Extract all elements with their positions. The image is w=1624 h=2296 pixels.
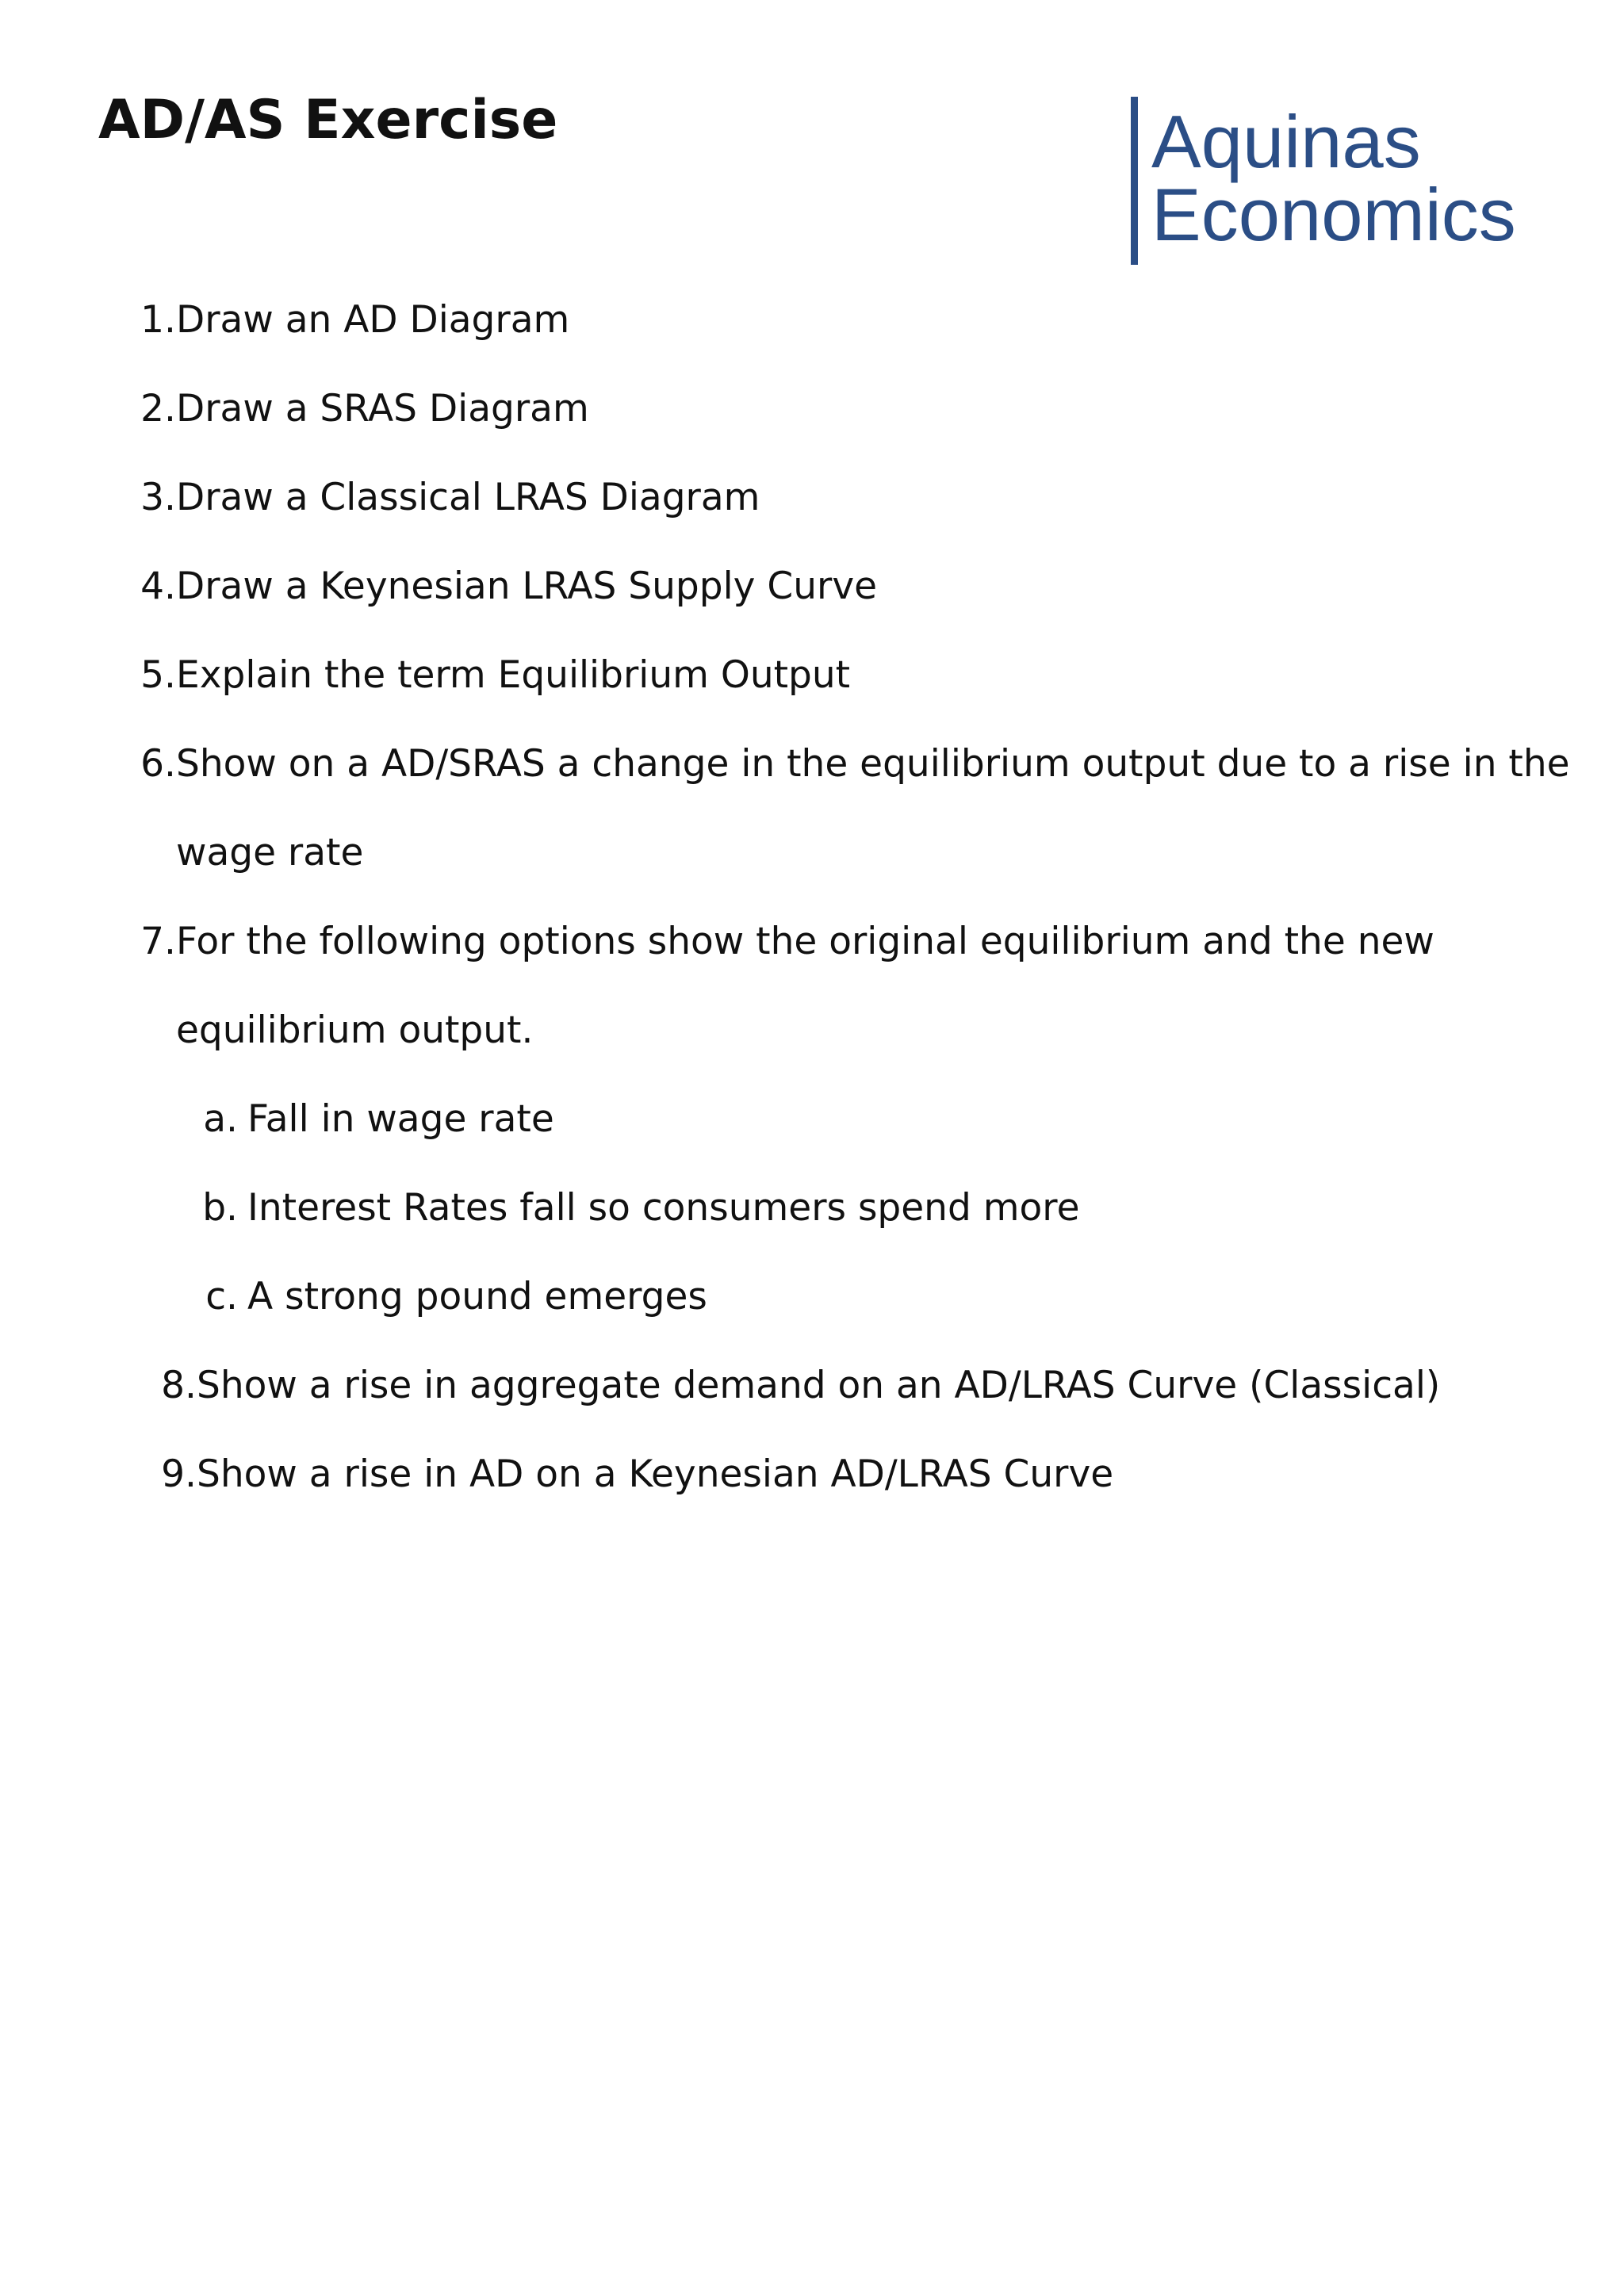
question-text: Draw a Keynesian LRAS Supply Curve — [176, 564, 878, 608]
sub-item-letter: a. — [203, 1097, 238, 1141]
question-text: Draw an AD Diagram — [176, 298, 570, 342]
question-text: Show a rise in AD on a Keynesian AD/LRAS Curve — [197, 1452, 1114, 1496]
aquinas-economics-logo — [1131, 97, 1543, 266]
question-text: Explain the term Equilibrium Output — [176, 653, 851, 697]
question-number: 6. — [140, 742, 176, 786]
logo-bar — [1131, 97, 1138, 265]
question-text: Show a rise in aggregate demand on an AD/LRAS Curve (Classical) — [197, 1364, 1441, 1407]
sub-item-letter: c. — [205, 1275, 238, 1318]
question-text-continuation: wage rate — [176, 831, 364, 874]
page-title: AD/AS Exercise — [98, 89, 558, 151]
sub-item-text: Fall in wage rate — [247, 1097, 554, 1141]
question-text: For the following options show the original equilibrium and the new — [176, 920, 1434, 963]
question-number: 3. — [140, 476, 176, 519]
question-number: 4. — [140, 564, 176, 608]
question-text: Show on a AD/SRAS a change in the equilibrium output due to a rise in the — [176, 742, 1570, 786]
sub-item-letter: b. — [202, 1186, 238, 1230]
question-text-continuation: equilibrium output. — [176, 1008, 534, 1052]
sub-item-text: A strong pound emerges — [247, 1275, 707, 1318]
logo-line-2: Economics — [1151, 173, 1516, 256]
sub-item-text: Interest Rates fall so consumers spend more — [247, 1186, 1080, 1230]
question-text: Draw a Classical LRAS Diagram — [176, 476, 760, 519]
question-number: 9. — [161, 1452, 197, 1496]
logo-line-1: Aquinas — [1151, 100, 1421, 183]
question-number: 5. — [140, 653, 176, 697]
question-text: Draw a SRAS Diagram — [176, 387, 589, 430]
question-number: 2. — [140, 387, 176, 430]
question-number: 8. — [161, 1364, 197, 1407]
question-number: 7. — [140, 920, 176, 963]
question-number: 1. — [140, 298, 176, 342]
